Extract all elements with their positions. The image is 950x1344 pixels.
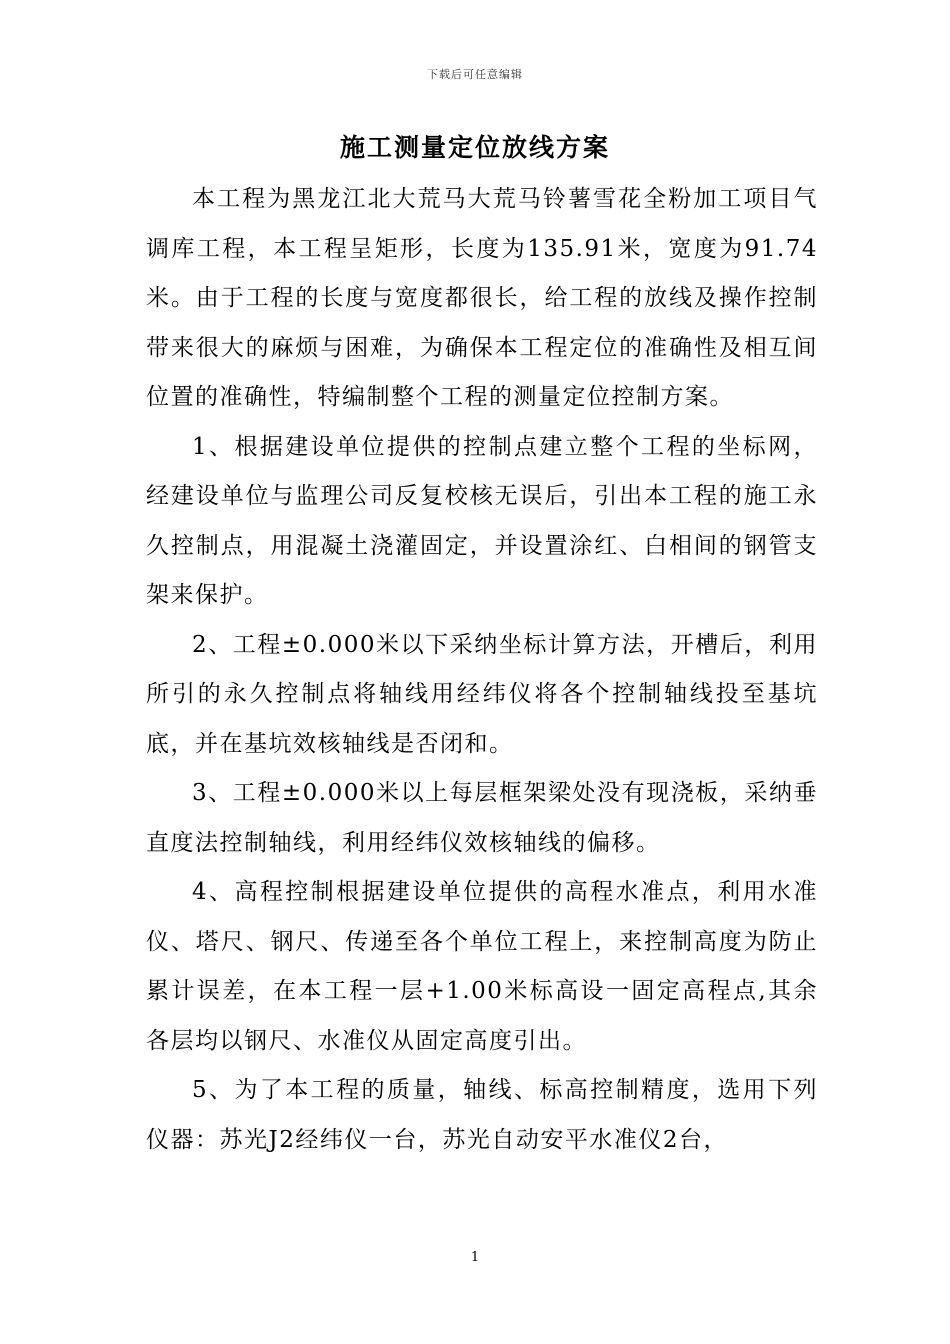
paragraph-item-4: 4、高程控制根据建设单位提供的高程水准点，利用水准仪、塔尺、钢尺、传递至各个单位工程上，来控制高度为防止累计误差，在本工程一层+1.00米标高设一固定高程点,其余各层均以钢尺、水准仪从固定高度引出。 bbox=[146, 879, 818, 1054]
header-note: 下载后可任意编辑 bbox=[427, 68, 523, 81]
paragraph-item-1: 1、根据建设单位提供的控制点建立整个工程的坐标网，经建设单位与监理公司反复校核无误后，引出本工程的施工永久控制点，用混凝土浇灌固定，并设置涂红、白相间的钢管支架来保护。 bbox=[146, 433, 818, 608]
document-title: 施工测量定位放线方案 bbox=[339, 133, 610, 162]
document-body bbox=[146, 175, 818, 1165]
page-number: 1 bbox=[470, 1250, 480, 1265]
paragraph-item-5: 5、为了本工程的质量，轴线、标高控制精度，选用下列仪器：苏光J2经纬仪一台，苏光自动安平水准仪2台， bbox=[146, 1077, 818, 1153]
paragraph-intro: 本工程为黑龙江北大荒马大荒马铃薯雪花全粉加工项目气调库工程，本工程呈矩形，长度为135.91米，宽度为91.74米。由于工程的长度与宽度都很长，给工程的放线及操作控制带来很大的麻烦与困难，为确保本工程定位的准确性及相互间位置的准确性，特编制整个工程的测量定位控制方案。 bbox=[146, 186, 818, 410]
paragraph-item-3: 3、工程±0.000米以上每层框架梁处没有现浇板，采纳垂直度法控制轴线，利用经纬仪效核轴线的偏移。 bbox=[146, 780, 818, 856]
paragraph-item-2: 2、工程±0.000米以下采纳坐标计算方法，开槽后，利用所引的永久控制点将轴线用经纬仪将各个控制轴线投至基坑底，并在基坑效核轴线是否闭和。 bbox=[146, 631, 818, 757]
